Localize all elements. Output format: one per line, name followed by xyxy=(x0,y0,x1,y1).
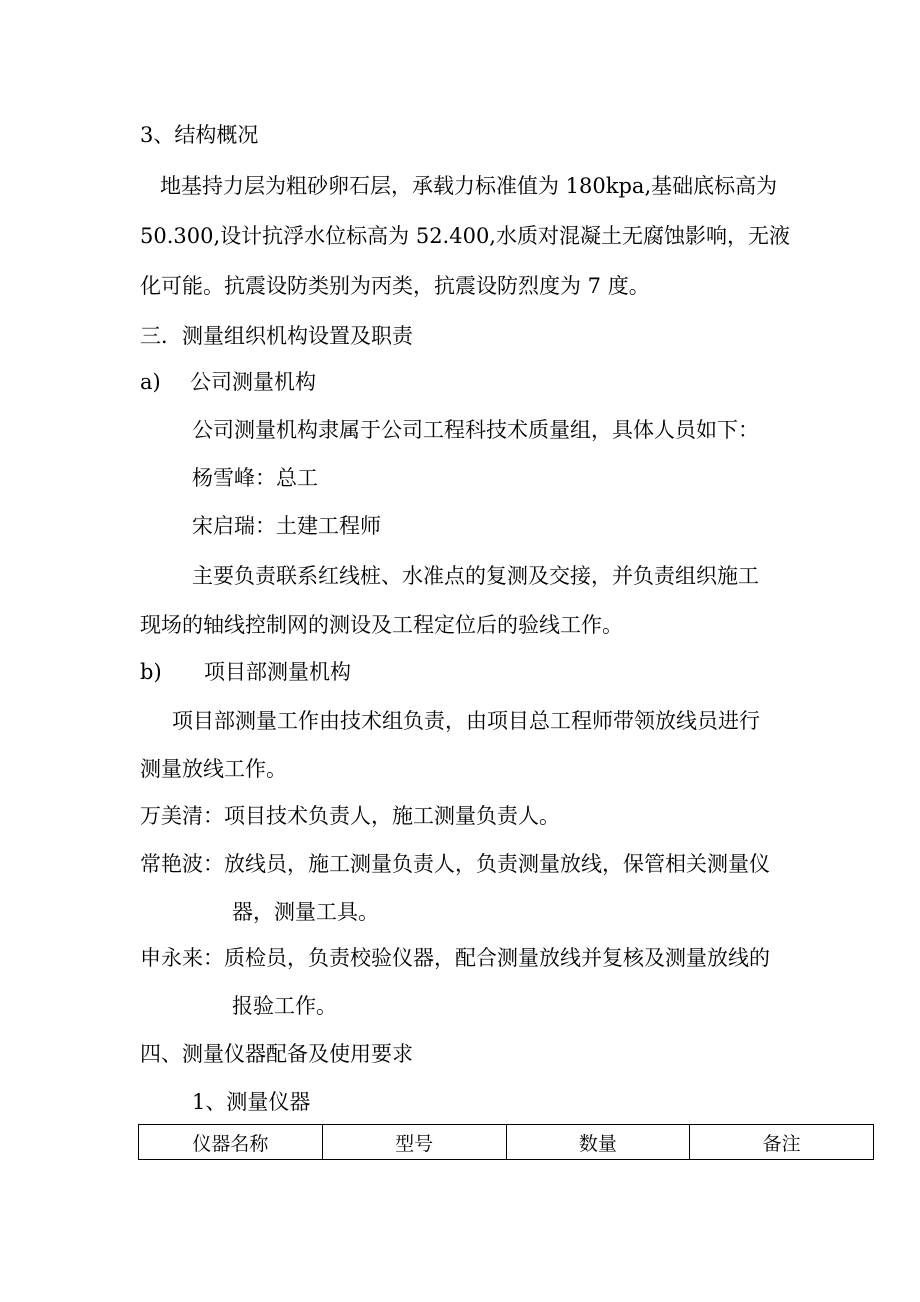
paragraph-line: 现场的轴线控制网的测设及工程定位后的验线工作。 xyxy=(140,613,623,637)
personnel-line: 宋启瑞：土建工程师 xyxy=(192,514,381,538)
list-marker-b: b) xyxy=(140,660,162,684)
table-header-cell: 数量 xyxy=(506,1125,690,1160)
personnel-line: 万美清：项目技术负责人，施工测量负责人。 xyxy=(140,804,560,828)
paragraph-line: 地基持力层为粗砂卵石层，承载力标准值为 180kpa,基础底标高为 xyxy=(160,174,778,198)
section-heading-instruments: 四、测量仪器配备及使用要求 xyxy=(140,1042,413,1066)
table-header-cell: 备注 xyxy=(690,1125,874,1160)
subheading-project: 项目部测量机构 xyxy=(204,660,351,684)
personnel-line-continued: 报验工作。 xyxy=(232,994,337,1018)
paragraph-line: 公司测量机构隶属于公司工程科技术质量组，具体人员如下： xyxy=(192,418,759,442)
subheading-instruments: 1、测量仪器 xyxy=(192,1090,311,1114)
personnel-line: 杨雪峰：总工 xyxy=(192,466,318,490)
table-header-cell: 型号 xyxy=(322,1125,506,1160)
paragraph-line: 测量放线工作。 xyxy=(140,757,287,781)
section-heading-organization: 三．测量组织机构设置及职责 xyxy=(140,324,413,348)
table-header-row xyxy=(139,1125,874,1160)
paragraph-line: 主要负责联系红线桩、水准点的复测及交接，并负责组织施工 xyxy=(192,564,759,588)
paragraph-line: 50.300,设计抗浮水位标高为 52.400,水质对混凝土无腐蚀影响，无液 xyxy=(140,224,790,248)
paragraph-line: 化可能。抗震设防类别为丙类，抗震设防烈度为 7 度。 xyxy=(140,274,650,298)
personnel-line: 常艳波：放线员，施工测量负责人，负责测量放线，保管相关测量仪 xyxy=(140,852,770,876)
subheading-company: 公司测量机构 xyxy=(190,370,316,394)
instrument-table xyxy=(138,1124,874,1160)
personnel-line: 申永来：质检员，负责校验仪器，配合测量放线并复核及测量放线的 xyxy=(140,946,770,970)
paragraph-line: 项目部测量工作由技术组负责，由项目总工程师带领放线员进行 xyxy=(172,709,760,733)
table-header-cell: 仪器名称 xyxy=(139,1125,323,1160)
section-heading-structure: 3、结构概况 xyxy=(140,123,259,147)
list-marker-a: a) xyxy=(140,370,161,394)
personnel-line-continued: 器，测量工具。 xyxy=(232,900,379,924)
